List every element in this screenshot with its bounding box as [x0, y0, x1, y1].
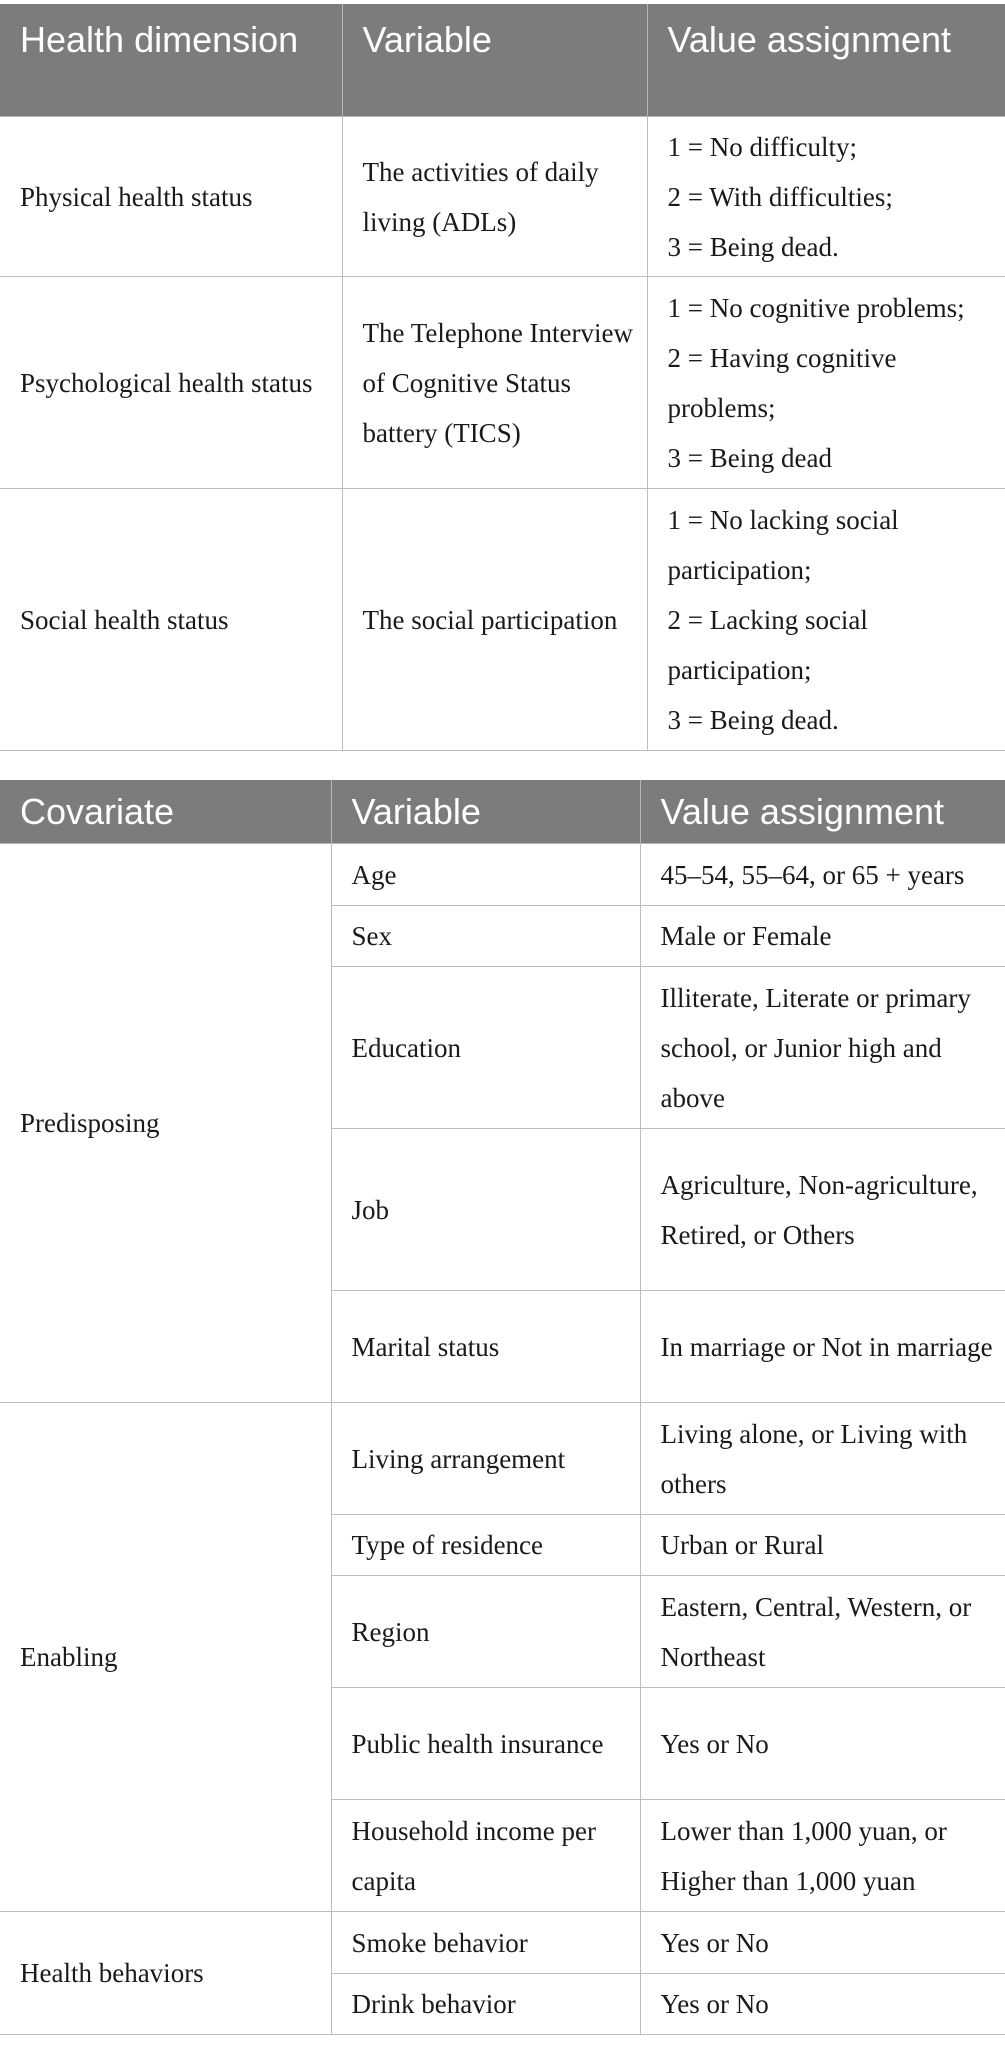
value-line: 2 = Having cognitive problems;	[667, 342, 897, 423]
table-row	[0, 844, 1005, 906]
header-health-dimension: Health dimension	[0, 4, 342, 117]
value-line: 1 = No lacking social participation;	[667, 504, 899, 585]
value-assignment-cell: In marriage or Not in marriage	[640, 1291, 1005, 1403]
table-row	[0, 277, 1005, 489]
value-assignment-cell: Yes or No	[640, 1912, 1005, 1974]
value-assignment-cell: Lower than 1,000 yuan, or Higher than 1,000 yuan	[640, 1800, 1005, 1912]
value-assignment-cell	[647, 117, 1005, 277]
header-covariate: Covariate	[0, 780, 331, 844]
value-line: 3 = Being dead.	[667, 704, 839, 735]
variable-cell: Marital status	[331, 1291, 640, 1403]
value-assignment-cell: Agriculture, Non-agriculture, Retired, or Others	[640, 1129, 1005, 1291]
value-line: 2 = Lacking social participation;	[667, 604, 868, 685]
variable-cell: The activities of daily living (ADLs)	[342, 117, 647, 277]
variable-cell: Household income per capita	[331, 1800, 640, 1912]
table-row	[0, 117, 1005, 277]
value-assignment-cell	[647, 277, 1005, 489]
covariate-group-health-behaviors: Health behaviors	[0, 1912, 331, 2035]
value-assignment-cell: Living alone, or Living with others	[640, 1403, 1005, 1515]
table-header-row	[0, 780, 1005, 844]
variable-cell: Type of residence	[331, 1515, 640, 1576]
health-dimension-table	[0, 4, 1005, 751]
table-header-row	[0, 4, 1005, 117]
health-dimension-cell: Psychological health status	[0, 277, 342, 489]
covariate-group-predisposing: Predisposing	[0, 844, 331, 1403]
variable-cell: Region	[331, 1576, 640, 1688]
value-line: 2 = With difficulties;	[667, 181, 893, 212]
variable-cell: Living arrangement	[331, 1403, 640, 1515]
header-value-assignment: Value assignment	[647, 4, 1005, 117]
value-line: 3 = Being dead.	[667, 231, 839, 262]
value-assignment-cell: 45–54, 55–64, or 65 + years	[640, 844, 1005, 906]
value-assignment-cell: Urban or Rural	[640, 1515, 1005, 1576]
value-assignment-cell: Illiterate, Literate or primary school, or Junior high and above	[640, 967, 1005, 1129]
value-assignment-cell: Eastern, Central, Western, or Northeast	[640, 1576, 1005, 1688]
health-dimension-cell: Physical health status	[0, 117, 342, 277]
variable-cell: Public health insurance	[331, 1688, 640, 1800]
covariate-group-enabling: Enabling	[0, 1403, 331, 1912]
value-line: 1 = No cognitive problems;	[667, 292, 965, 323]
header-value-assignment: Value assignment	[640, 780, 1005, 844]
variable-cell: Job	[331, 1129, 640, 1291]
variable-cell: Smoke behavior	[331, 1912, 640, 1974]
variable-cell: Age	[331, 844, 640, 906]
header-variable: Variable	[342, 4, 647, 117]
variable-cell: Sex	[331, 906, 640, 967]
value-assignment-cell: Male or Female	[640, 906, 1005, 967]
table-row	[0, 489, 1005, 751]
variable-cell: The Telephone Interview of Cognitive Status battery (TICS)	[342, 277, 647, 489]
header-variable: Variable	[331, 780, 640, 844]
health-dimension-cell: Social health status	[0, 489, 342, 751]
table-row	[0, 1912, 1005, 1974]
table-row	[0, 1403, 1005, 1515]
variable-cell: Drink behavior	[331, 1974, 640, 2035]
value-line: 1 = No difficulty;	[667, 131, 857, 162]
value-assignment-cell: Yes or No	[640, 1974, 1005, 2035]
value-assignment-cell: Yes or No	[640, 1688, 1005, 1800]
value-assignment-cell	[647, 489, 1005, 751]
value-line: 3 = Being dead	[667, 442, 832, 473]
covariate-table	[0, 780, 1005, 2035]
variable-cell: The social participation	[342, 489, 647, 751]
variable-cell: Education	[331, 967, 640, 1129]
